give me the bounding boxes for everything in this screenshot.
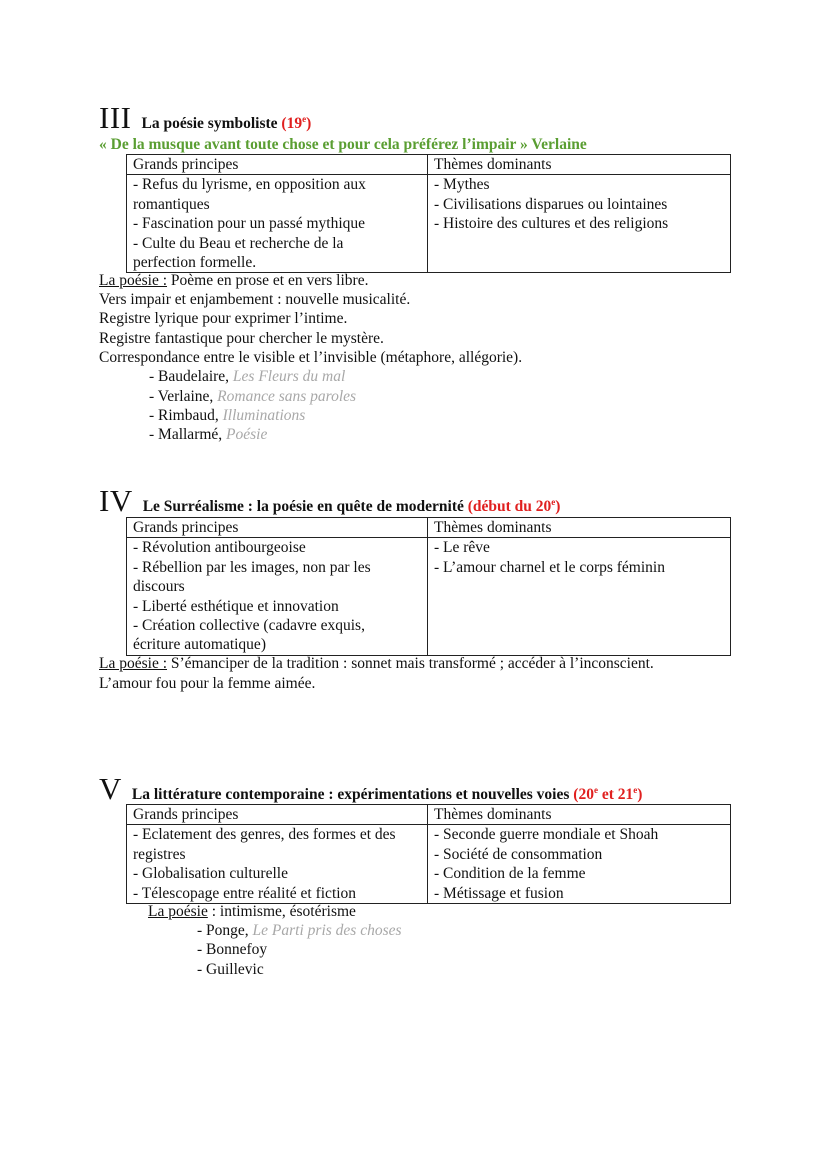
poesie-label: La poésie : [99, 272, 168, 289]
cell-line: - Refus du lyrisme, en opposition aux [133, 176, 366, 194]
poesie-label: La poésie [148, 903, 208, 920]
table-cell-themes [428, 825, 731, 904]
cell-line: discours [133, 578, 185, 596]
author-item: - Guillevic [197, 961, 264, 978]
section-4-numeral: IV [99, 483, 133, 518]
cell-line: - Fascination pour un passé mythique [133, 215, 366, 233]
table-cell-themes [428, 538, 731, 655]
work-title: Illuminations [222, 407, 306, 424]
section-3-numeral: III [99, 100, 132, 135]
section-4-table [126, 517, 731, 656]
author-item: - Ponge, Le Parti pris des choses [197, 922, 402, 939]
table-cell-themes [428, 175, 731, 273]
table-header-cell: Thèmes dominants [428, 155, 731, 175]
cell-line: - Société de consommation [434, 845, 603, 863]
author-item: - Mallarmé, Poésie [149, 426, 268, 443]
table-cell-principles [127, 538, 428, 655]
author-item: - Baudelaire, Les Fleurs du mal [149, 368, 346, 385]
cell-line: - Création collective (cadavre exquis, [133, 617, 365, 635]
cell-line: - Culte du Beau et recherche de la [133, 234, 344, 252]
section-3-text-line: Vers impair et enjambement : nouvelle musicalité. [99, 291, 411, 308]
cell-line: - Le rêve [434, 539, 490, 557]
table-row [127, 538, 731, 655]
table-row [127, 175, 731, 273]
section-3-poesie-line [99, 271, 368, 290]
section-3-date: (19e) [281, 113, 312, 132]
table-header-row [127, 805, 731, 825]
author-item: - Verlaine, Romance sans paroles [149, 388, 357, 405]
section-3-title: La poésie symboliste [141, 115, 278, 132]
section-4-title: Le Surréalisme : la poésie en quête de modernité [142, 498, 464, 515]
table-header-cell: Grands principes [127, 805, 428, 825]
cell-line: registres [133, 845, 186, 863]
section-4-poesie-line [99, 654, 654, 673]
table-cell-principles [127, 825, 428, 904]
cell-line: romantiques [133, 195, 210, 213]
author-item: - Rimbaud, Illuminations [149, 407, 306, 424]
table-header-cell: Grands principes [127, 518, 428, 538]
cell-line: - Liberté esthétique et innovation [133, 597, 339, 615]
table-header-row [127, 155, 731, 175]
cell-line: - Seconde guerre mondiale et Shoah [434, 826, 659, 844]
cell-line: - Mythes [434, 176, 490, 194]
section-5-title: La littérature contemporaine : expérimentations et nouvelles voies [131, 786, 570, 803]
cell-line: - Condition de la femme [434, 865, 586, 883]
poesie-text: : intimisme, ésotérisme [207, 903, 356, 920]
section-3-heading [99, 100, 312, 135]
table-header-cell: Thèmes dominants [428, 805, 731, 825]
cell-line: - Métissage et fusion [434, 884, 564, 902]
work-title: Romance sans paroles [217, 388, 357, 405]
section-3-text-line: Registre lyrique pour exprimer l’intime. [99, 310, 348, 327]
cell-line: - Histoire des cultures et des religions [434, 215, 669, 233]
cell-line: - L’amour charnel et le corps féminin [434, 558, 665, 576]
table-header-cell: Thèmes dominants [428, 518, 731, 538]
table-header-cell: Grands principes [127, 155, 428, 175]
cell-line: perfection formelle. [133, 254, 257, 272]
poesie-label: La poésie : [99, 655, 168, 672]
section-5-table [126, 804, 731, 904]
section-4-text-line: L’amour fou pour la femme aimée. [99, 675, 316, 692]
section-3-table [126, 154, 731, 273]
section-3-text-line: Registre fantastique pour chercher le mystère. [99, 330, 384, 347]
table-row [127, 825, 731, 904]
cell-line: - Globalisation culturelle [133, 865, 288, 883]
work-title: Le Parti pris des choses [252, 922, 402, 939]
section-4-heading [99, 483, 561, 518]
section-5-poesie-line [148, 902, 356, 921]
section-5-date: (20e et 21e) [573, 784, 643, 803]
poesie-text: S’émanciper de la tradition : sonnet mais transformé ; accéder à l’inconscient. [167, 655, 654, 672]
cell-line: - Eclatement des genres, des formes et des [133, 826, 396, 844]
section-4-date: (début du 20e) [467, 496, 561, 515]
section-3-text-line: Correspondance entre le visible et l’invisible (métaphore, allégorie). [99, 349, 523, 366]
section-5-numeral: V [99, 771, 122, 806]
work-title: Les Fleurs du mal [232, 368, 346, 385]
cell-line: - Civilisations disparues ou lointaines [434, 195, 668, 213]
cell-line: - Révolution antibourgeoise [133, 539, 306, 557]
section-3-quote: « De la musque avant toute chose et pour cela préférez l’impair » Verlaine [99, 136, 587, 153]
author-item: - Bonnefoy [197, 941, 268, 958]
work-title: Poésie [226, 426, 268, 443]
section-5-heading [99, 771, 643, 806]
table-cell-principles [127, 175, 428, 273]
cell-line: écriture automatique) [133, 636, 266, 654]
poesie-text: Poème en prose et en vers libre. [167, 272, 369, 289]
cell-line: - Rébellion par les images, non par les [133, 558, 371, 576]
table-header-row [127, 518, 731, 538]
cell-line: - Télescopage entre réalité et fiction [133, 884, 357, 902]
